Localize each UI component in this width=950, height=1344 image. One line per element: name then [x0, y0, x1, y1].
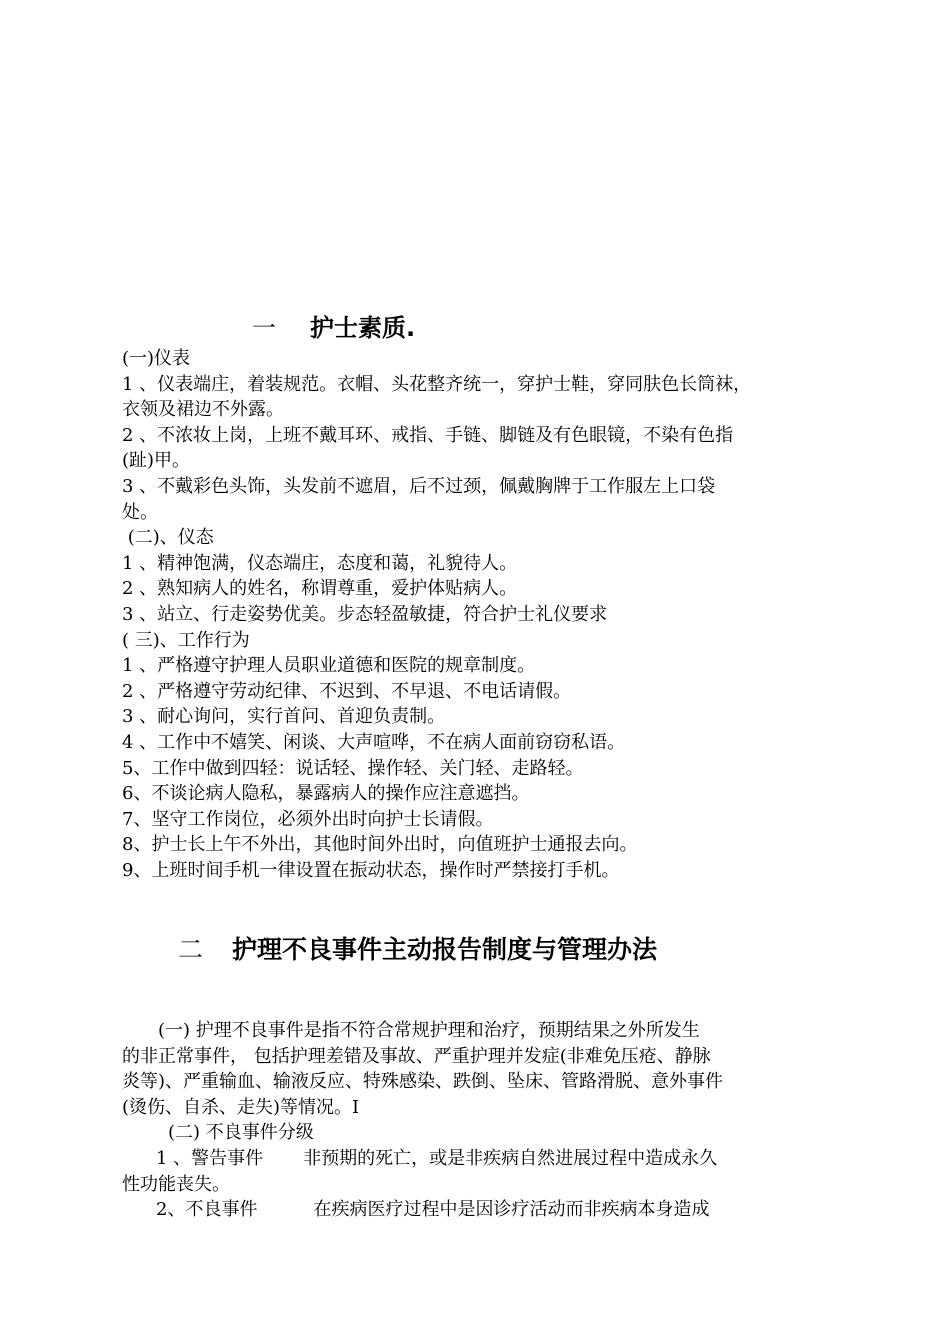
text-line: 9、上班时间手机一律设置在振动状态，操作时严禁接打手机。 [122, 859, 620, 881]
grade-2-line [122, 1197, 842, 1223]
grade-1-label: 1 、警告事件 [156, 1147, 264, 1169]
text-line: (趾)甲。 [122, 450, 191, 472]
text-line: 5、工作中做到四轻：说话轻、操作轻、关门轻、走路轻。 [122, 757, 584, 779]
subheading-grading: (二) 不良事件分级 [168, 1122, 314, 1144]
paragraph-1-line: (一) 护理不良事件是指不符合常规护理和治疗，预期结果之外所发生 [158, 1020, 700, 1041]
text-line: 1 、严格遵守护理人员职业道德和医院的规章制度。 [122, 655, 536, 677]
section-2-heading [178, 930, 657, 966]
paragraph-1-line: (烫伤、自杀、走失)等情况。I [122, 1096, 360, 1118]
section-2-body [122, 1018, 842, 1223]
text-line: 衣领及裙边不外露。 [122, 399, 284, 421]
grade-1-line [122, 1146, 842, 1172]
text-line: 3 、站立、行走姿势优美。步态轻盈敏捷，符合护士礼仪要求 [122, 603, 608, 625]
text-line: 2 、熟知病人的姓名，称谓尊重，爱护体贴病人。 [122, 578, 518, 600]
text-line: 4 、工作中不嬉笑、闲谈、大声喧哗，不在病人面前窃窃私语。 [122, 731, 626, 753]
text-line: 处。 [122, 501, 158, 523]
section-1-heading [252, 308, 415, 343]
text-line: 1 、仪表端庄，着装规范。衣帽、头花整齐统一，穿护士鞋，穿同肤色长筒袜， [122, 373, 752, 395]
paragraph-1-line: 的非正常事件， 包括护理差错及事故、严重护理并发症(非难免压疮、静脉 [122, 1045, 711, 1067]
text-line: 3 、不戴彩色头饰，头发前不遮眉，后不过颈，佩戴胸牌于工作服左上口袋 [122, 475, 716, 497]
grade-2-text: 在疾病医疗过程中是因诊疗活动而非疾病本身造成 [313, 1199, 710, 1221]
text-line: 6、不谈论病人隐私，暴露病人的操作应注意遮挡。 [122, 783, 530, 805]
text-line: 8、护士长上午不外出，其他时间外出时，向值班护士通报去向。 [122, 834, 638, 856]
paragraph-1-line: 炎等)、严重输血、输液反应、特殊感染、跌倒、坠床、管路滑脱、意外事件 [122, 1071, 724, 1093]
section-1-body [122, 346, 842, 883]
subheading-conduct: ( 三)、工作行为 [122, 629, 250, 651]
subheading-appearance: (一)仪表 [122, 348, 191, 369]
text-line: 2 、不浓妆上岗，上班不戴耳环、戒指、手链、脚链及有色眼镜，不染有色指 [122, 424, 734, 446]
text-line: 2 、严格遵守劳动纪律、不迟到、不早退、不电话请假。 [122, 680, 572, 702]
grade-1-continuation: 性功能丧失。 [122, 1173, 230, 1195]
subheading-manner: (二)、仪态 [122, 527, 214, 549]
grade-2-label: 2、不良事件 [156, 1199, 258, 1221]
text-line: 3 、耐心询问，实行首问、首迎负责制。 [122, 706, 446, 728]
section-2-number: 二 [178, 935, 204, 964]
grade-1-text: 非预期的死亡，或是非疾病自然进展过程中造成永久 [303, 1147, 718, 1169]
section-1-title: 护士素质. [310, 314, 416, 342]
section-1-number: 一 [252, 314, 276, 342]
section-2-title: 护理不良事件主动报告制度与管理办法 [232, 935, 658, 964]
text-line: 1 、精神饱满，仪态端庄，态度和蔼，礼貌待人。 [122, 552, 518, 574]
text-line: 7、坚守工作岗位，必须外出时向护士长请假。 [122, 808, 494, 830]
